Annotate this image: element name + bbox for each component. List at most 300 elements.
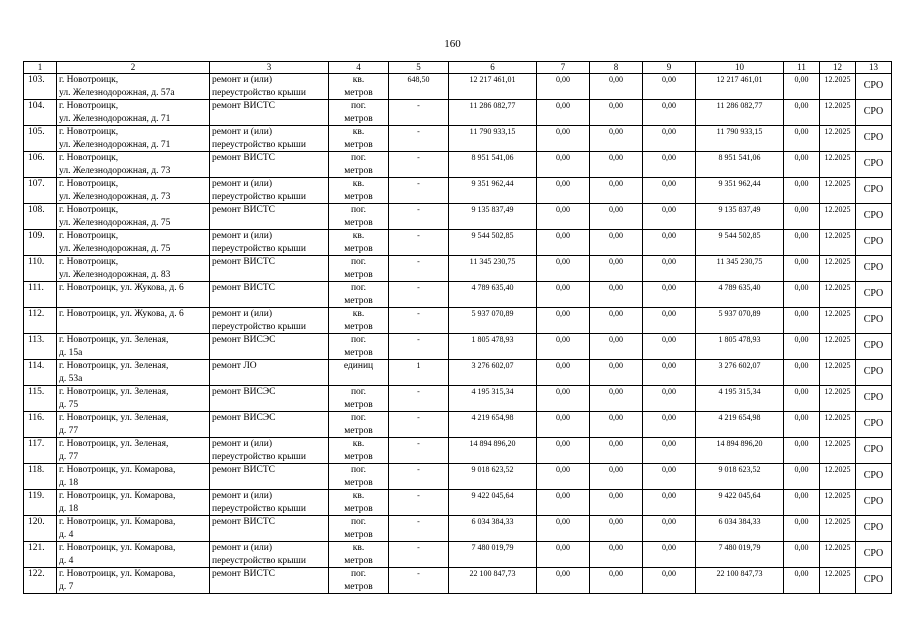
fund-cell: [643, 178, 696, 204]
fund-cell: [643, 386, 696, 412]
address-cell-text: г. Новотроицк, ул. Комарова,: [59, 491, 176, 501]
row-number: [24, 308, 57, 334]
address-cell: [57, 152, 210, 178]
fund-cell: [537, 282, 590, 308]
total-cost-cell-text: 9 544 502,85: [471, 231, 514, 240]
owner-funds-cell: [696, 490, 784, 516]
address-cell-text: г. Новотроицк, ул. Зеленая,: [59, 387, 169, 397]
fund-cell: [537, 490, 590, 516]
organization-cell: [856, 100, 892, 126]
fund-cell: [590, 178, 643, 204]
work-type-cell-text: ремонт ВИСТС: [212, 569, 276, 579]
owner-funds-cell: [696, 516, 784, 542]
table-row: [24, 74, 892, 100]
other-funds-cell-text: 0,00: [794, 465, 809, 474]
organization-cell-text: СРО: [863, 236, 884, 248]
unit-cell-text: пог.: [350, 153, 367, 163]
deadline-cell-text: 12.2025: [824, 543, 851, 552]
fund-cell: [537, 568, 590, 594]
quantity-cell-text: -: [417, 517, 420, 526]
table-row: [24, 230, 892, 256]
total-cost-cell: [449, 438, 537, 464]
unit-cell: [329, 152, 389, 178]
other-funds-cell-text: 0,00: [794, 413, 809, 422]
address-cell-text: г. Новотроицк, ул. Комарова,: [59, 465, 176, 475]
row-number: [24, 204, 57, 230]
organization-cell-text: СРО: [863, 158, 884, 170]
row-number-text: 119.: [28, 491, 45, 501]
deadline-cell: [820, 334, 856, 360]
unit-cell: [329, 438, 389, 464]
total-cost-cell-text: 8 951 541,06: [471, 153, 514, 162]
work-type-cell: [210, 464, 329, 490]
other-funds-cell-text: 0,00: [794, 491, 809, 500]
other-funds-cell: [784, 568, 820, 594]
fund-cell-text: 0,00: [609, 283, 623, 292]
quantity-cell: [389, 74, 449, 100]
other-funds-cell-text: 0,00: [794, 153, 809, 162]
work-type-cell: [210, 490, 329, 516]
unit-cell: [329, 360, 389, 386]
unit-cell-text: метров: [344, 503, 373, 514]
other-funds-cell: [784, 178, 820, 204]
total-cost-cell: [449, 204, 537, 230]
address-cell-text: ул. Железнодорожная, д. 73: [59, 191, 171, 202]
work-type-cell-text: переустройство крыши: [212, 139, 306, 150]
address-cell-text: г. Новотроицк,: [59, 257, 119, 267]
owner-funds-cell-text: 1 805 478,93: [718, 335, 761, 344]
deadline-cell: [820, 360, 856, 386]
row-number: [24, 516, 57, 542]
table-row: [24, 204, 892, 230]
fund-cell: [590, 490, 643, 516]
other-funds-cell: [784, 74, 820, 100]
fund-cell: [537, 516, 590, 542]
organization-cell: [856, 360, 892, 386]
total-cost-cell: [449, 542, 537, 568]
fund-cell-text: 0,00: [609, 231, 623, 240]
work-type-cell: [210, 178, 329, 204]
fund-cell-text: 0,00: [556, 361, 570, 370]
fund-cell: [590, 334, 643, 360]
fund-cell-text: 0,00: [609, 127, 623, 136]
owner-funds-cell-text: 9 351 962,44: [718, 179, 761, 188]
address-cell: [57, 490, 210, 516]
address-cell: [57, 230, 210, 256]
quantity-cell: [389, 360, 449, 386]
organization-cell-text: СРО: [863, 184, 884, 196]
row-number: [24, 490, 57, 516]
fund-cell: [537, 308, 590, 334]
address-cell-text: ул. Железнодорожная, д. 75: [59, 243, 171, 254]
column-number-4: 4: [329, 62, 389, 74]
deadline-cell: [820, 256, 856, 282]
organization-cell: [856, 308, 892, 334]
deadline-cell-text: 12.2025: [824, 231, 851, 240]
unit-cell-text: пог.: [350, 257, 367, 267]
other-funds-cell: [784, 204, 820, 230]
table-row: [24, 152, 892, 178]
unit-cell-text: метров: [344, 269, 373, 280]
organization-cell-text: СРО: [863, 132, 884, 144]
fund-cell: [537, 230, 590, 256]
work-type-cell: [210, 230, 329, 256]
table-row: [24, 126, 892, 152]
fund-cell-text: 0,00: [662, 127, 676, 136]
owner-funds-cell-text: 9 422 045,64: [718, 491, 761, 500]
row-number-text: 109.: [28, 231, 45, 241]
fund-cell: [643, 360, 696, 386]
total-cost-cell: [449, 126, 537, 152]
row-number: [24, 74, 57, 100]
deadline-cell-text: 12.2025: [824, 179, 851, 188]
fund-cell-text: 0,00: [556, 569, 570, 578]
fund-cell-text: 0,00: [662, 413, 676, 422]
unit-cell: [329, 204, 389, 230]
work-type-cell-text: ремонт ВИСЭС: [212, 335, 276, 345]
quantity-cell: [389, 178, 449, 204]
quantity-cell: [389, 308, 449, 334]
owner-funds-cell-text: 9 544 502,85: [718, 231, 761, 240]
owner-funds-cell-text: 6 034 384,33: [718, 517, 761, 526]
other-funds-cell: [784, 360, 820, 386]
address-cell-text: г. Новотроицк, ул. Зеленая,: [59, 413, 169, 423]
total-cost-cell-text: 11 790 933,15: [469, 127, 516, 136]
unit-cell: [329, 74, 389, 100]
other-funds-cell-text: 0,00: [794, 335, 809, 344]
fund-cell: [537, 412, 590, 438]
total-cost-cell: [449, 464, 537, 490]
address-cell: [57, 464, 210, 490]
fund-cell: [537, 152, 590, 178]
row-number: [24, 438, 57, 464]
unit-cell-text: метров: [344, 321, 373, 332]
unit-cell-text: метров: [344, 139, 373, 150]
unit-cell-text: метров: [344, 243, 373, 254]
deadline-cell-text: 12.2025: [824, 413, 851, 422]
fund-cell: [643, 464, 696, 490]
other-funds-cell: [784, 516, 820, 542]
fund-cell-text: 0,00: [609, 543, 623, 552]
fund-cell: [537, 360, 590, 386]
address-cell-text: г. Новотроицк, ул. Жукова, д. 6: [59, 283, 184, 293]
quantity-cell: [389, 126, 449, 152]
fund-cell-text: 0,00: [556, 335, 570, 344]
organization-cell: [856, 542, 892, 568]
deadline-cell: [820, 386, 856, 412]
fund-cell: [590, 360, 643, 386]
other-funds-cell-text: 0,00: [794, 101, 809, 110]
fund-cell-text: 0,00: [609, 439, 623, 448]
fund-cell-text: 0,00: [556, 101, 570, 110]
total-cost-cell-text: 11 345 230,75: [469, 257, 516, 266]
table-row: [24, 490, 892, 516]
row-number-text: 104.: [28, 101, 45, 111]
unit-cell-text: единиц: [343, 361, 374, 371]
address-cell-text: ул. Железнодорожная, д. 73: [59, 165, 171, 176]
fund-cell: [643, 74, 696, 100]
total-cost-cell-text: 6 034 384,33: [471, 517, 514, 526]
unit-cell-text: метров: [344, 165, 373, 176]
work-type-cell-text: ремонт ВИСТС: [212, 465, 276, 475]
fund-cell: [590, 256, 643, 282]
row-number: [24, 256, 57, 282]
other-funds-cell: [784, 542, 820, 568]
fund-cell-text: 0,00: [609, 569, 623, 578]
unit-cell: [329, 282, 389, 308]
organization-cell: [856, 386, 892, 412]
total-cost-cell: [449, 568, 537, 594]
table-row: [24, 334, 892, 360]
unit-cell-text: метров: [344, 347, 373, 358]
row-number-text: 115.: [28, 387, 45, 397]
fund-cell: [537, 100, 590, 126]
address-cell: [57, 100, 210, 126]
deadline-cell: [820, 230, 856, 256]
quantity-cell: [389, 490, 449, 516]
fund-cell-text: 0,00: [556, 491, 570, 500]
fund-cell: [643, 282, 696, 308]
unit-cell-text: метров: [344, 555, 373, 566]
work-type-cell: [210, 282, 329, 308]
address-cell-text: г. Новотроицк,: [59, 179, 119, 189]
owner-funds-cell: [696, 386, 784, 412]
other-funds-cell-text: 0,00: [794, 543, 809, 552]
organization-cell-text: СРО: [863, 522, 884, 534]
work-type-cell: [210, 308, 329, 334]
deadline-cell: [820, 438, 856, 464]
owner-funds-cell-text: 9 018 623,52: [718, 465, 761, 474]
unit-cell-text: пог.: [350, 205, 367, 215]
fund-cell-text: 0,00: [662, 153, 676, 162]
deadline-cell: [820, 464, 856, 490]
other-funds-cell-text: 0,00: [794, 205, 809, 214]
fund-cell: [537, 334, 590, 360]
total-cost-cell: [449, 386, 537, 412]
owner-funds-cell: [696, 542, 784, 568]
organization-cell-text: СРО: [863, 210, 884, 222]
unit-cell-text: метров: [344, 581, 373, 592]
other-funds-cell: [784, 386, 820, 412]
address-cell: [57, 386, 210, 412]
other-funds-cell: [784, 438, 820, 464]
fund-cell-text: 0,00: [609, 179, 623, 188]
fund-cell-text: 0,00: [556, 75, 570, 84]
deadline-cell-text: 12.2025: [824, 101, 851, 110]
work-type-cell: [210, 100, 329, 126]
unit-cell-text: метров: [344, 295, 373, 306]
quantity-cell: [389, 100, 449, 126]
unit-cell-text: кв.: [352, 75, 365, 85]
work-type-cell: [210, 386, 329, 412]
row-number-text: 117.: [28, 439, 45, 449]
row-number-text: 120.: [28, 517, 45, 527]
fund-cell-text: 0,00: [609, 413, 623, 422]
address-cell-text: д. 4: [59, 555, 74, 566]
fund-cell: [590, 204, 643, 230]
fund-cell: [643, 412, 696, 438]
owner-funds-cell-text: 14 894 896,20: [716, 439, 763, 448]
fund-cell-text: 0,00: [556, 517, 570, 526]
work-type-cell-text: переустройство крыши: [212, 555, 306, 566]
organization-cell: [856, 178, 892, 204]
fund-cell-text: 0,00: [556, 179, 570, 188]
column-number-12: 12: [820, 62, 856, 74]
work-type-cell-text: переустройство крыши: [212, 87, 306, 98]
organization-cell-text: СРО: [863, 548, 884, 560]
row-number: [24, 568, 57, 594]
quantity-cell: [389, 542, 449, 568]
quantity-cell-text: -: [417, 335, 420, 344]
quantity-cell-text: -: [417, 101, 420, 110]
row-number-text: 111.: [28, 283, 44, 293]
work-type-cell-text: ремонт ВИСТС: [212, 517, 276, 527]
owner-funds-cell-text: 22 100 847,73: [716, 569, 763, 578]
deadline-cell-text: 12.2025: [824, 465, 851, 474]
quantity-cell-text: -: [417, 153, 420, 162]
fund-cell: [590, 152, 643, 178]
total-cost-cell: [449, 74, 537, 100]
address-cell-text: ул. Железнодорожная, д. 75: [59, 217, 171, 228]
fund-cell: [643, 256, 696, 282]
quantity-cell-text: -: [417, 205, 420, 214]
column-number-13: 13: [856, 62, 892, 74]
fund-cell-text: 0,00: [556, 543, 570, 552]
unit-cell: [329, 490, 389, 516]
address-cell-text: г. Новотроицк, ул. Комарова,: [59, 517, 176, 527]
fund-cell: [643, 152, 696, 178]
row-number: [24, 542, 57, 568]
work-type-cell-text: ремонт и (или): [212, 439, 273, 449]
quantity-cell: [389, 230, 449, 256]
quantity-cell: [389, 412, 449, 438]
quantity-cell: [389, 334, 449, 360]
total-cost-cell: [449, 412, 537, 438]
address-cell-text: г. Новотроицк, ул. Зеленая,: [59, 439, 169, 449]
table-row: [24, 178, 892, 204]
work-type-cell-text: ремонт и (или): [212, 309, 273, 319]
total-cost-cell-text: 3 276 602,07: [471, 361, 514, 370]
unit-cell-text: пог.: [350, 387, 367, 397]
total-cost-cell-text: 11 286 082,77: [469, 101, 516, 110]
other-funds-cell-text: 0,00: [794, 361, 809, 370]
organization-cell: [856, 152, 892, 178]
fund-cell: [590, 516, 643, 542]
fund-cell: [537, 178, 590, 204]
address-cell: [57, 542, 210, 568]
fund-cell-text: 0,00: [662, 75, 676, 84]
owner-funds-cell: [696, 282, 784, 308]
owner-funds-cell-text: 4 789 635,40: [718, 283, 761, 292]
table-row: [24, 438, 892, 464]
deadline-cell-text: 12.2025: [824, 491, 851, 500]
row-number-text: 112.: [28, 309, 45, 319]
deadline-cell-text: 12.2025: [824, 335, 851, 344]
owner-funds-cell: [696, 230, 784, 256]
other-funds-cell-text: 0,00: [794, 127, 809, 136]
other-funds-cell-text: 0,00: [794, 283, 809, 292]
work-type-cell: [210, 74, 329, 100]
unit-cell-text: пог.: [350, 101, 367, 111]
fund-cell: [590, 386, 643, 412]
organization-cell: [856, 464, 892, 490]
fund-cell-text: 0,00: [662, 439, 676, 448]
table-row: [24, 568, 892, 594]
quantity-cell: [389, 464, 449, 490]
fund-cell-text: 0,00: [556, 283, 570, 292]
organization-cell-text: СРО: [863, 340, 884, 352]
unit-cell-text: метров: [344, 217, 373, 228]
fund-cell: [590, 74, 643, 100]
fund-cell-text: 0,00: [556, 465, 570, 474]
other-funds-cell: [784, 464, 820, 490]
work-type-cell: [210, 256, 329, 282]
row-number-text: 107.: [28, 179, 45, 189]
fund-cell-text: 0,00: [662, 543, 676, 552]
unit-cell: [329, 308, 389, 334]
unit-cell-text: кв.: [352, 127, 365, 137]
unit-cell-text: пог.: [350, 335, 367, 345]
fund-cell-text: 0,00: [662, 361, 676, 370]
unit-cell-text: пог.: [350, 283, 367, 293]
fund-cell: [643, 542, 696, 568]
organization-cell-text: СРО: [863, 496, 884, 508]
address-cell: [57, 178, 210, 204]
organization-cell: [856, 412, 892, 438]
quantity-cell: [389, 152, 449, 178]
organization-cell-text: СРО: [863, 314, 884, 326]
address-cell-text: г. Новотроицк, ул. Зеленая,: [59, 335, 169, 345]
fund-cell: [537, 126, 590, 152]
table-body: [24, 62, 892, 594]
fund-cell: [643, 438, 696, 464]
row-number: [24, 334, 57, 360]
row-number: [24, 230, 57, 256]
total-cost-cell-text: 4 219 654,98: [471, 413, 514, 422]
deadline-cell-text: 12.2025: [824, 309, 851, 318]
unit-cell-text: метров: [344, 477, 373, 488]
page-number: 160: [444, 38, 461, 50]
owner-funds-cell-text: 11 286 082,77: [716, 101, 763, 110]
work-type-cell: [210, 334, 329, 360]
fund-cell: [643, 516, 696, 542]
organization-cell-text: СРО: [863, 288, 884, 300]
column-number-8: 8: [590, 62, 643, 74]
address-cell: [57, 256, 210, 282]
total-cost-cell-text: 22 100 847,73: [469, 569, 516, 578]
work-type-cell: [210, 152, 329, 178]
unit-cell: [329, 178, 389, 204]
address-cell: [57, 308, 210, 334]
organization-cell: [856, 438, 892, 464]
fund-cell-text: 0,00: [609, 517, 623, 526]
work-type-cell-text: переустройство крыши: [212, 191, 306, 202]
fund-cell-text: 0,00: [556, 127, 570, 136]
address-cell-text: д. 15а: [59, 347, 83, 358]
deadline-cell: [820, 490, 856, 516]
other-funds-cell-text: 0,00: [794, 309, 809, 318]
fund-cell-text: 0,00: [609, 465, 623, 474]
row-number-text: 106.: [28, 153, 45, 163]
total-cost-cell: [449, 516, 537, 542]
deadline-cell-text: 12.2025: [824, 153, 851, 162]
owner-funds-cell-text: 9 135 837,49: [718, 205, 761, 214]
address-cell-text: г. Новотроицк, ул. Зеленая,: [59, 361, 169, 371]
fund-cell: [590, 100, 643, 126]
fund-cell: [537, 204, 590, 230]
fund-cell-text: 0,00: [662, 569, 676, 578]
owner-funds-cell: [696, 100, 784, 126]
